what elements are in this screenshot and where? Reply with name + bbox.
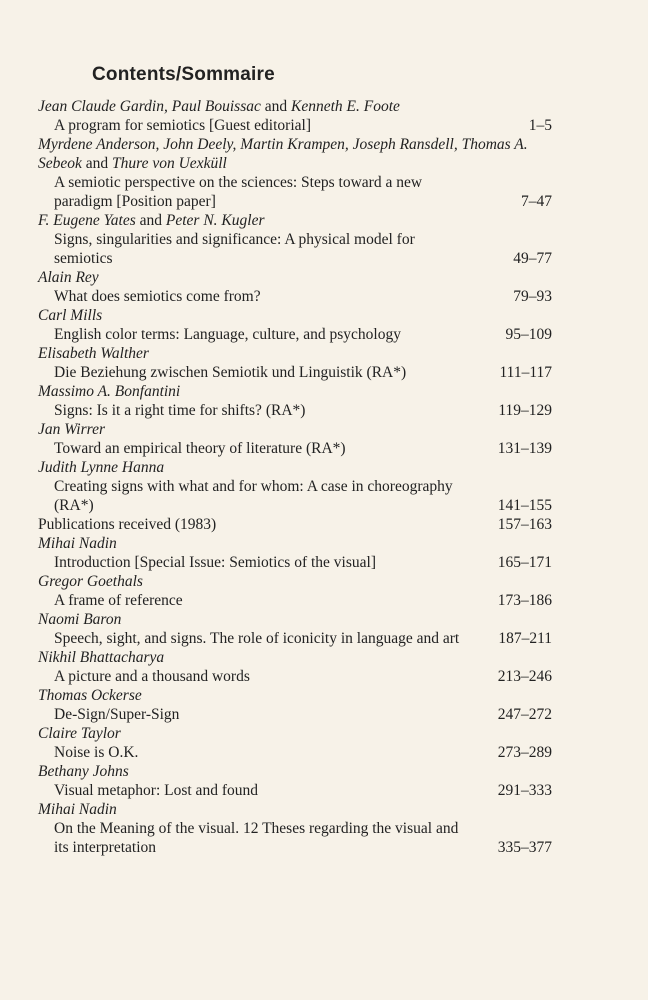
entry-title: On the Meaning of the visual. 12 Theses regarding the visual and its interpretation 335–377	[54, 820, 552, 856]
entry-pages: 49–77	[513, 250, 552, 267]
contents-heading: Contents/Sommaire	[92, 64, 275, 85]
entry-title: Signs, singularities and significance: A physical model for semiotics 49–77	[54, 231, 552, 267]
toc-entry	[38, 515, 552, 534]
entry-authors: Alain Rey	[38, 269, 99, 286]
entry-authors: Thomas Ockerse	[38, 687, 142, 704]
entry-pages: 173–186	[497, 592, 552, 609]
entry-title: Visual metaphor: Lost and found 291–333	[54, 782, 552, 799]
entry-authors: Bethany Johns	[38, 763, 129, 780]
toc-entry	[38, 306, 552, 344]
entry-title: What does semiotics come from? 79–93	[54, 288, 552, 305]
entry-pages: 111–117	[499, 364, 552, 381]
entry-title: Signs: Is it a right time for shifts? (RA*) 119–129	[54, 402, 552, 419]
entry-title: Noise is O.K. 273–289	[54, 744, 552, 761]
toc-entry	[38, 135, 552, 211]
entry-pages: 335–377	[497, 839, 552, 856]
entry-pages: 95–109	[505, 326, 552, 343]
entry-pages: 165–171	[497, 554, 552, 571]
entry-pages: 131–139	[497, 440, 552, 457]
entry-title: Introduction [Special Issue: Semiotics of the visual] 165–171	[54, 554, 552, 571]
toc-entry	[38, 800, 552, 857]
entry-pages: 119–129	[498, 402, 552, 419]
entry-pages: 247–272	[497, 706, 552, 723]
entry-pages: 187–211	[498, 630, 552, 647]
entry-title: A frame of reference 173–186	[54, 592, 552, 609]
entry-authors: Jean Claude Gardin, Paul Bouissac and Kenneth E. Foote	[38, 98, 400, 115]
entry-authors: Elisabeth Walther	[38, 345, 149, 362]
table-of-contents	[38, 97, 552, 857]
entry-authors: Gregor Goethals	[38, 573, 143, 590]
entry-authors: Nikhil Bhattacharya	[38, 649, 165, 666]
toc-entry	[38, 420, 552, 458]
toc-entry	[38, 382, 552, 420]
entry-authors: Massimo A. Bonfantini	[38, 383, 181, 400]
entry-title: Speech, sight, and signs. The role of iconicity in language and art 187–211	[54, 630, 552, 647]
toc-entry	[38, 344, 552, 382]
entry-pages: 213–246	[497, 668, 552, 685]
toc-entry	[38, 572, 552, 610]
toc-entry	[38, 211, 552, 268]
toc-entry	[38, 724, 552, 762]
toc-entry	[38, 648, 552, 686]
entry-pages: 157–163	[497, 516, 552, 533]
entry-pages: 7–47	[521, 193, 552, 210]
entry-authors: Naomi Baron	[38, 611, 122, 628]
entry-title: A picture and a thousand words 213–246	[54, 668, 552, 685]
toc-entry	[38, 610, 552, 648]
toc-entry	[38, 97, 552, 135]
entry-authors: Judith Lynne Hanna	[38, 459, 165, 476]
entry-title: Publications received (1983) 157–163	[38, 516, 552, 533]
entry-authors: Mihai Nadin	[38, 535, 117, 552]
entry-title: A program for semiotics [Guest editorial] 1–5	[54, 117, 552, 134]
entry-title: Die Beziehung zwischen Semiotik und Linguistik (RA*) 111–117	[54, 364, 552, 381]
toc-entry	[38, 268, 552, 306]
entry-pages: 291–333	[497, 782, 552, 799]
entry-pages: 79–93	[513, 288, 552, 305]
entry-pages: 273–289	[497, 744, 552, 761]
entry-authors: Jan Wirrer	[38, 421, 106, 438]
entry-authors: Myrdene Anderson, John Deely, Martin Krampen, Joseph Ransdell, Thomas A. Sebeok and Thure von Uexküll	[38, 136, 528, 172]
toc-entry	[38, 534, 552, 572]
entry-title: Toward an empirical theory of literature (RA*) 131–139	[54, 440, 552, 457]
toc-entry	[38, 458, 552, 515]
toc-entry	[38, 686, 552, 724]
entry-authors: Claire Taylor	[38, 725, 121, 742]
entry-title: Creating signs with what and for whom: A case in choreography (RA*) 141–155	[54, 478, 552, 514]
entry-title: English color terms: Language, culture, and psychology 95–109	[54, 326, 552, 343]
entry-authors: Carl Mills	[38, 307, 103, 324]
entry-pages: 1–5	[528, 117, 552, 134]
entry-authors: Mihai Nadin	[38, 801, 117, 818]
entry-authors: F. Eugene Yates and Peter N. Kugler	[38, 212, 265, 229]
entry-title: De-Sign/Super-Sign 247–272	[54, 706, 552, 723]
entry-pages: 141–155	[497, 497, 552, 514]
entry-title: A semiotic perspective on the sciences: Steps toward a new paradigm [Position paper] 7–47	[54, 174, 552, 210]
toc-entry	[38, 762, 552, 800]
